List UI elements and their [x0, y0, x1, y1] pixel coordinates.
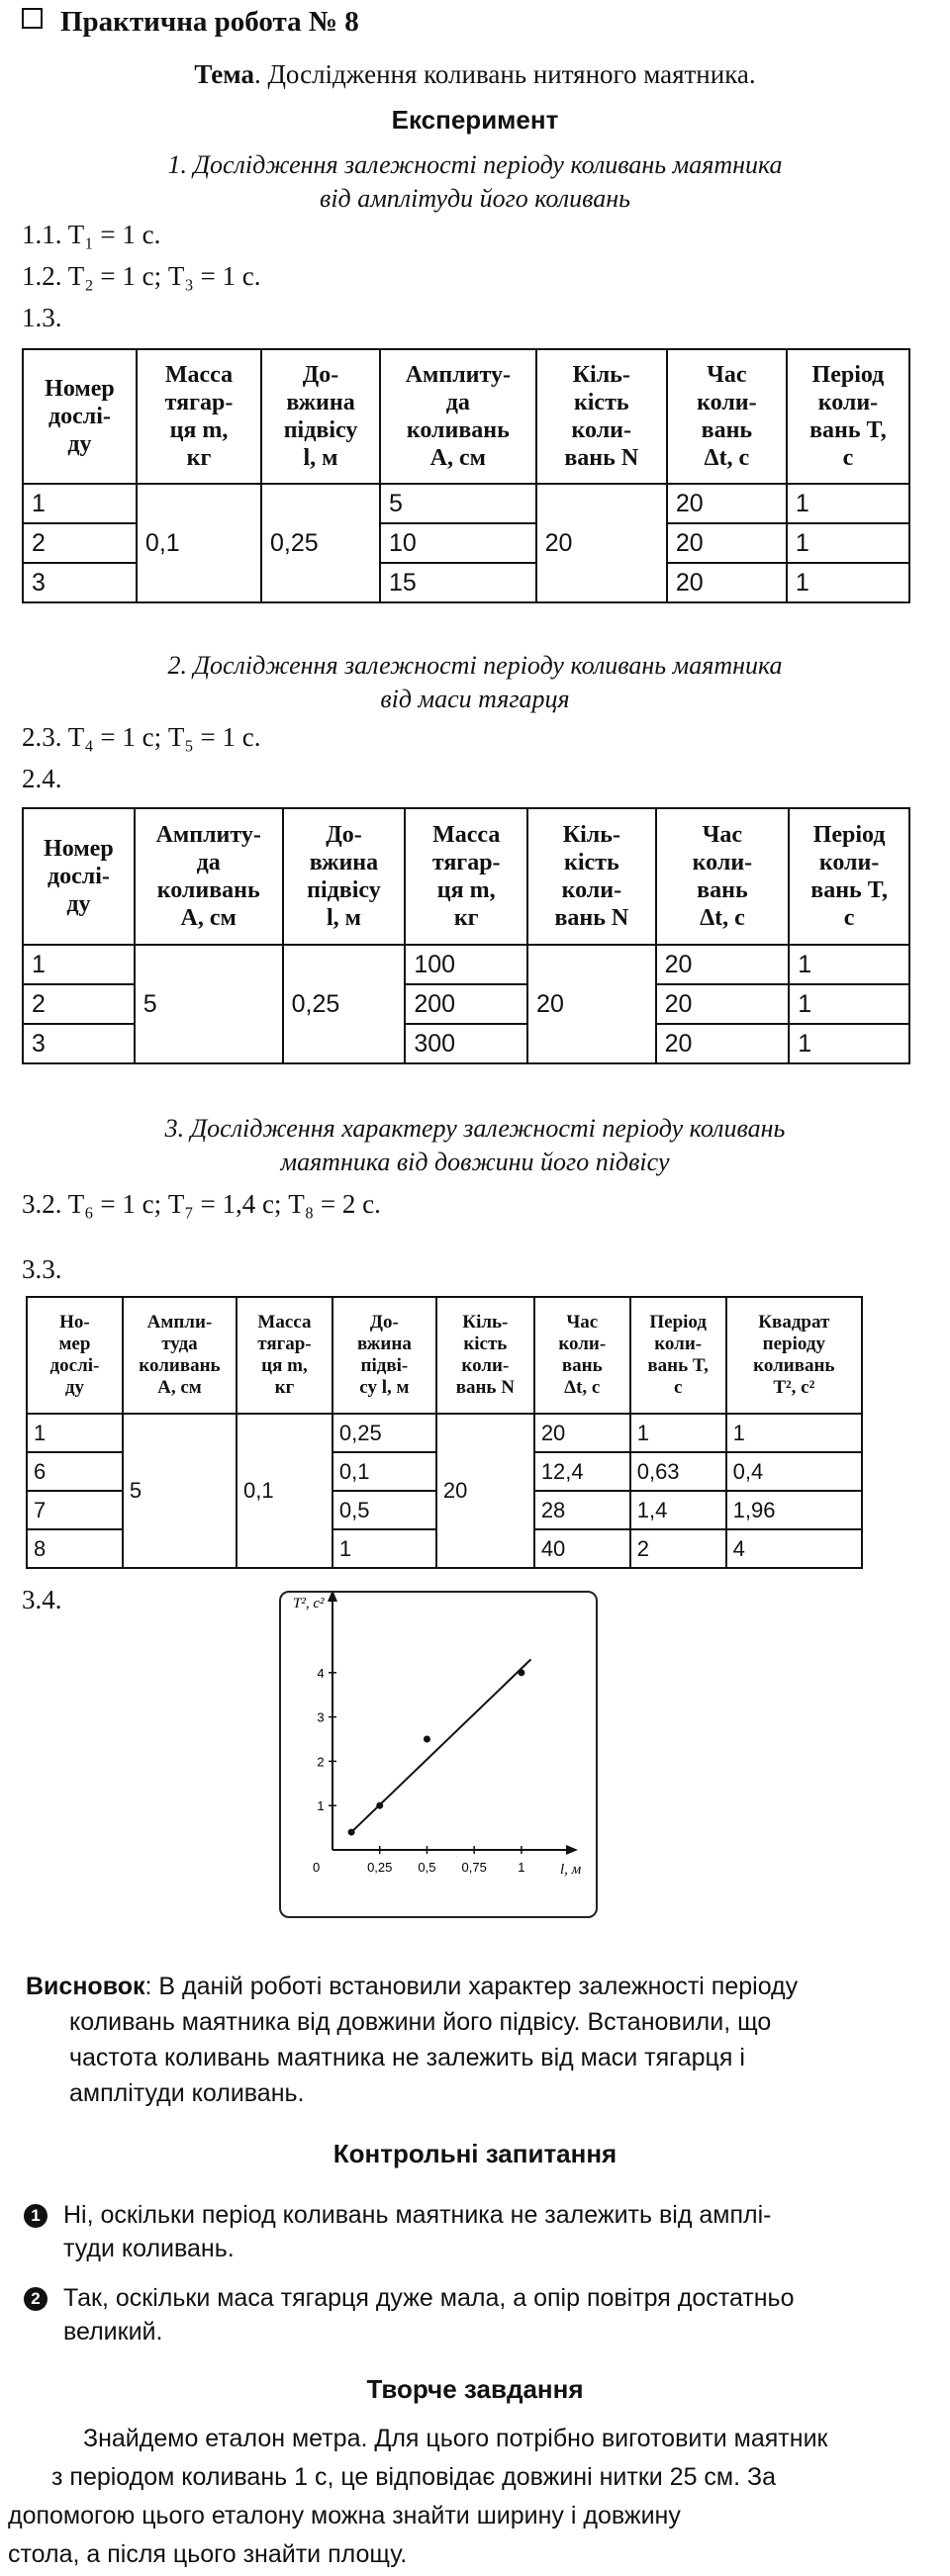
line-2-3: 2.3. T₄ = 1 с; T₅ = 1 с.: [22, 722, 261, 752]
data-point: [518, 1669, 524, 1676]
data-point: [348, 1829, 355, 1836]
line-3-2: 3.2. T₆ = 1 с; T₇ = 1,4 с; T₈ = 2 с.: [22, 1189, 381, 1219]
table-header-cell: Квадрат періоду коливань T², с²: [726, 1297, 862, 1414]
y-tick-label: 4: [317, 1665, 325, 1681]
table-header-cell: Період коли- вань T, с: [787, 349, 909, 484]
table-header-cell: Час коли- вань Δt, с: [534, 1297, 630, 1414]
table-header-row: [23, 349, 909, 484]
line-3-3: 3.3.: [22, 1254, 62, 1284]
questions-heading: Контрольні запитання: [332, 2139, 618, 2168]
answer-2: 2 Так, оскільки маса тягарця дуже мала, а опір повітря достатньо великий.: [24, 2281, 855, 2348]
y-axis-arrow-icon: [328, 1593, 337, 1602]
table-header-cell: Масса тягар- ця m, кг: [405, 808, 527, 945]
table-row: 3 15 20 1: [23, 563, 909, 602]
table-header-cell: Час коли- вань Δt, с: [667, 349, 787, 484]
table-length: [26, 1296, 863, 1569]
y-tick-label: 2: [317, 1754, 325, 1770]
section1-title: 1. Дослідження залежності періоду коливань маятника від амплітуди його коливань: [167, 150, 783, 213]
table-header-cell: Кіль- кість коли- вань N: [527, 808, 656, 945]
checkbox-icon: [22, 8, 43, 29]
y-axis-label: T², c²: [293, 1596, 325, 1611]
table-header-cell: Кіль- кість коли- вань N: [436, 1297, 534, 1414]
table-header-cell: Період коли- вань T, с: [789, 808, 909, 945]
table-row: 2 10 20 1: [23, 523, 909, 563]
conclusion-label: Висновок: [26, 1973, 145, 2000]
table-header-cell: Масса тягар- ця m, кг: [237, 1297, 332, 1414]
line-1-3: 1.3.: [22, 303, 62, 332]
line-1-1: 1.1. T₁ = 1 с.: [22, 220, 161, 249]
topic-label: Тема: [194, 59, 254, 89]
page-title: Практична робота № 8: [22, 6, 359, 39]
y-tick-label: 3: [317, 1709, 325, 1725]
table-header-cell: До- вжина підвісу l, м: [283, 808, 406, 945]
x-axis-label: l, м: [560, 1862, 582, 1878]
x-tick-label: 1: [518, 1860, 525, 1875]
table-header-cell: Період коли- вань T, с: [630, 1297, 726, 1414]
table-amplitude: [22, 348, 910, 603]
chart-frame: [279, 1591, 598, 1918]
table-header-cell: До- вжина підві- су l, м: [332, 1297, 436, 1414]
creative-heading: Творче завдання: [366, 2374, 584, 2404]
table-row: 7 0,5 28 1,4 1,96: [27, 1491, 862, 1529]
x-axis-arrow-icon: [566, 1845, 578, 1855]
table-row: 1 5 0,1 0,25 20 20 1 1: [27, 1414, 862, 1452]
table-header-cell: Амплиту- да коливань A, см: [135, 808, 283, 945]
table-header-cell: Масса тягар- ця m, кг: [137, 349, 261, 484]
table-header-cell: До- вжина підвісу l, м: [261, 349, 380, 484]
chart: [281, 1593, 596, 1916]
conclusion: Висновок: В даній роботі встановили характер залежності періоду коливань маятника від довжини його підвісу. Встановили, що частота коливань маятника не залежить від маси тягарця і амплітуди коливань.: [26, 1973, 799, 2107]
table-mass: [22, 807, 910, 1064]
origin-label: 0: [313, 1860, 321, 1875]
topic-text: . Дослідження коливань нитяного маятника.: [254, 59, 756, 89]
table-row: 1 0,1 0,25 5 20 20 1: [23, 484, 909, 523]
table-header-cell: Час коли- вань Δt, с: [656, 808, 790, 945]
x-tick-label: 0,25: [367, 1860, 393, 1875]
table-header-cell: Ампли- туда коливань A, см: [123, 1297, 237, 1414]
table-header-cell: Номер дослі- ду: [23, 808, 135, 945]
line-2-4: 2.4.: [22, 764, 62, 793]
answer-1: 1 Ні, оскільки період коливань маятника не залежить від амплі- туди коливань.: [24, 2198, 855, 2265]
table-row: 8 1 40 2 4: [27, 1529, 862, 1568]
section2-title: 2. Дослідження залежності періоду коливань маятника від маси тягарця: [167, 651, 783, 713]
data-point: [424, 1736, 430, 1743]
creative-text: Знайдемо еталон метра. Для цього потрібно виготовити маятник з періодом коливань 1 с, це відповідає довжині нитки 25 см. За допомогою цього еталону можна знайти ширину і довжину стола, а після цього знайти площу.: [8, 2425, 828, 2568]
experiment-heading: Експеримент: [391, 105, 559, 135]
line-1-2: 1.2. T₂ = 1 с; T₃ = 1 с.: [22, 261, 261, 291]
table-header-cell: Амплиту- да коливань A, см: [380, 349, 536, 484]
table-header-row: [27, 1297, 862, 1414]
table-row: 3 300 20 1: [23, 1024, 909, 1063]
number-2-icon: 2: [24, 2287, 48, 2311]
table-row: 2 200 20 1: [23, 984, 909, 1024]
table-header-cell: Номер дослі- ду: [23, 349, 137, 484]
x-tick-label: 0,5: [418, 1860, 436, 1875]
table-header-row: [23, 808, 909, 945]
line-3-4: 3.4.: [22, 1585, 62, 1614]
y-tick-label: 1: [317, 1798, 325, 1814]
table-header-cell: Но- мер дослі- ду: [27, 1297, 123, 1414]
table-row: 6 0,1 12,4 0,63 0,4: [27, 1452, 862, 1491]
table-row: 1 5 0,25 100 20 20 1: [23, 945, 909, 984]
number-1-icon: 1: [24, 2204, 48, 2228]
table-header-cell: Кіль- кість коли- вань N: [536, 349, 667, 484]
data-point: [376, 1802, 383, 1809]
topic-line: [0, 59, 950, 90]
x-tick-label: 0,75: [461, 1860, 487, 1875]
section3-title: 3. Дослідження характеру залежності періоду коливань маятника від довжини його підвісу: [164, 1114, 786, 1176]
